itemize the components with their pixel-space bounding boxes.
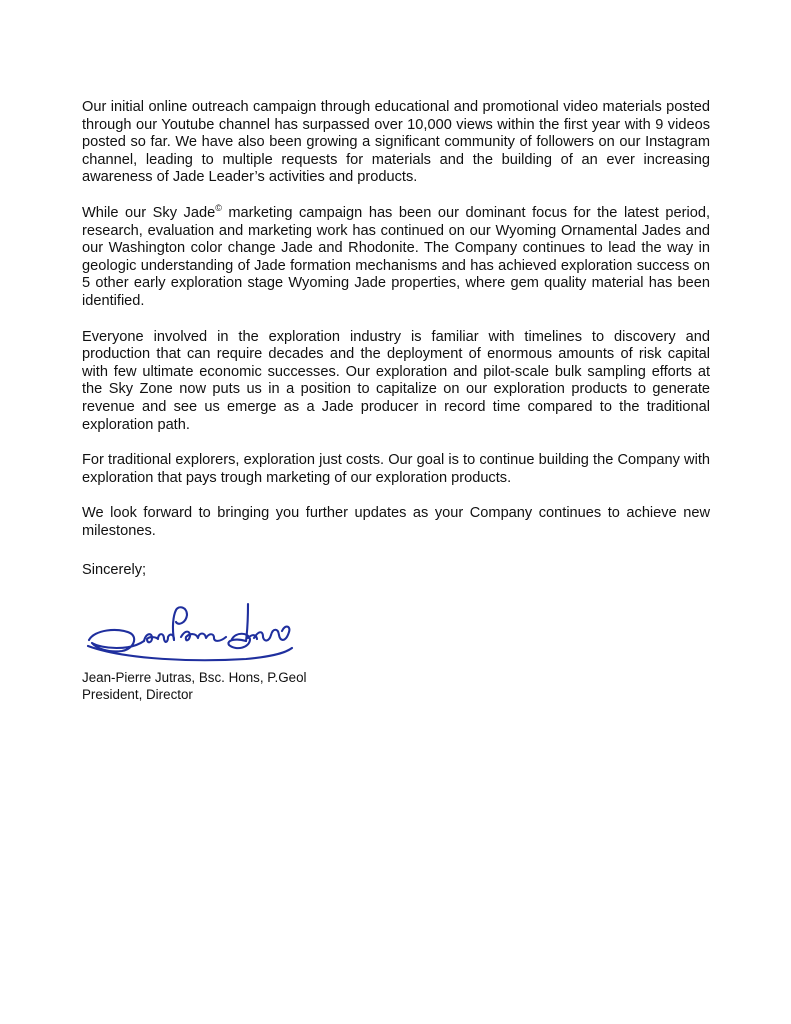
paragraph-outreach: Our initial online outreach campaign through educational and promotional video materials posted through our Youtube channel has surpassed over 10,000 views within the first year with 9 videos posted so far. We have also been growing a significant community of followers on our Instagram channel, leading to multiple requests for materials and the building of an ever increasing awareness of Jade Leader’s activities and products. [82, 99, 710, 186]
paragraph-traditional-explorers: For traditional explorers, exploration just costs. Our goal is to continue building the Company with exploration that pays trough marketing of our exploration products. [82, 452, 710, 486]
signer-title: President, Director [82, 686, 193, 702]
handwritten-signature [86, 602, 296, 670]
paragraph-further-updates: We look forward to bringing you further updates as your Company continues to achieve new milestones. [82, 505, 710, 539]
paragraph-exploration-industry: Everyone involved in the exploration industry is familiar with timelines to discovery and production that can require decades and the deployment of enormous amounts of risk capital with few ultimate economic successes. Our exploration and pilot-scale bulk sampling efforts at the Sky Zone now puts us in a position to capitalize on our exploration products to generate revenue and see us emerge as a Jade producer in record time compared to the traditional exploration path. [82, 328, 710, 433]
copyright-mark: © [215, 203, 222, 214]
closing-salutation: Sincerely; [82, 562, 147, 579]
letter-body [82, 99, 710, 580]
paragraph-sky-jade-rest: marketing campaign has been our dominant focus for the latest period, research, evaluation and marketing work has continued on our Wyoming Ornamental Jades and our Washington color change Jade and Rhodonite. The Company continues to lead the way in geologic understanding of Jade formation mechanisms and has achieved exploration success on 5 other early exploration stage Wyoming Jade properties, where gem quality material has been identified. [82, 204, 711, 309]
signer-name: Jean-Pierre Jutras, Bsc. Hons, P.Geol [82, 670, 307, 685]
paragraph-sky-jade [82, 205, 710, 311]
signer-block [82, 670, 307, 703]
paragraph-sky-jade-start: While our Sky Jade [82, 204, 216, 221]
